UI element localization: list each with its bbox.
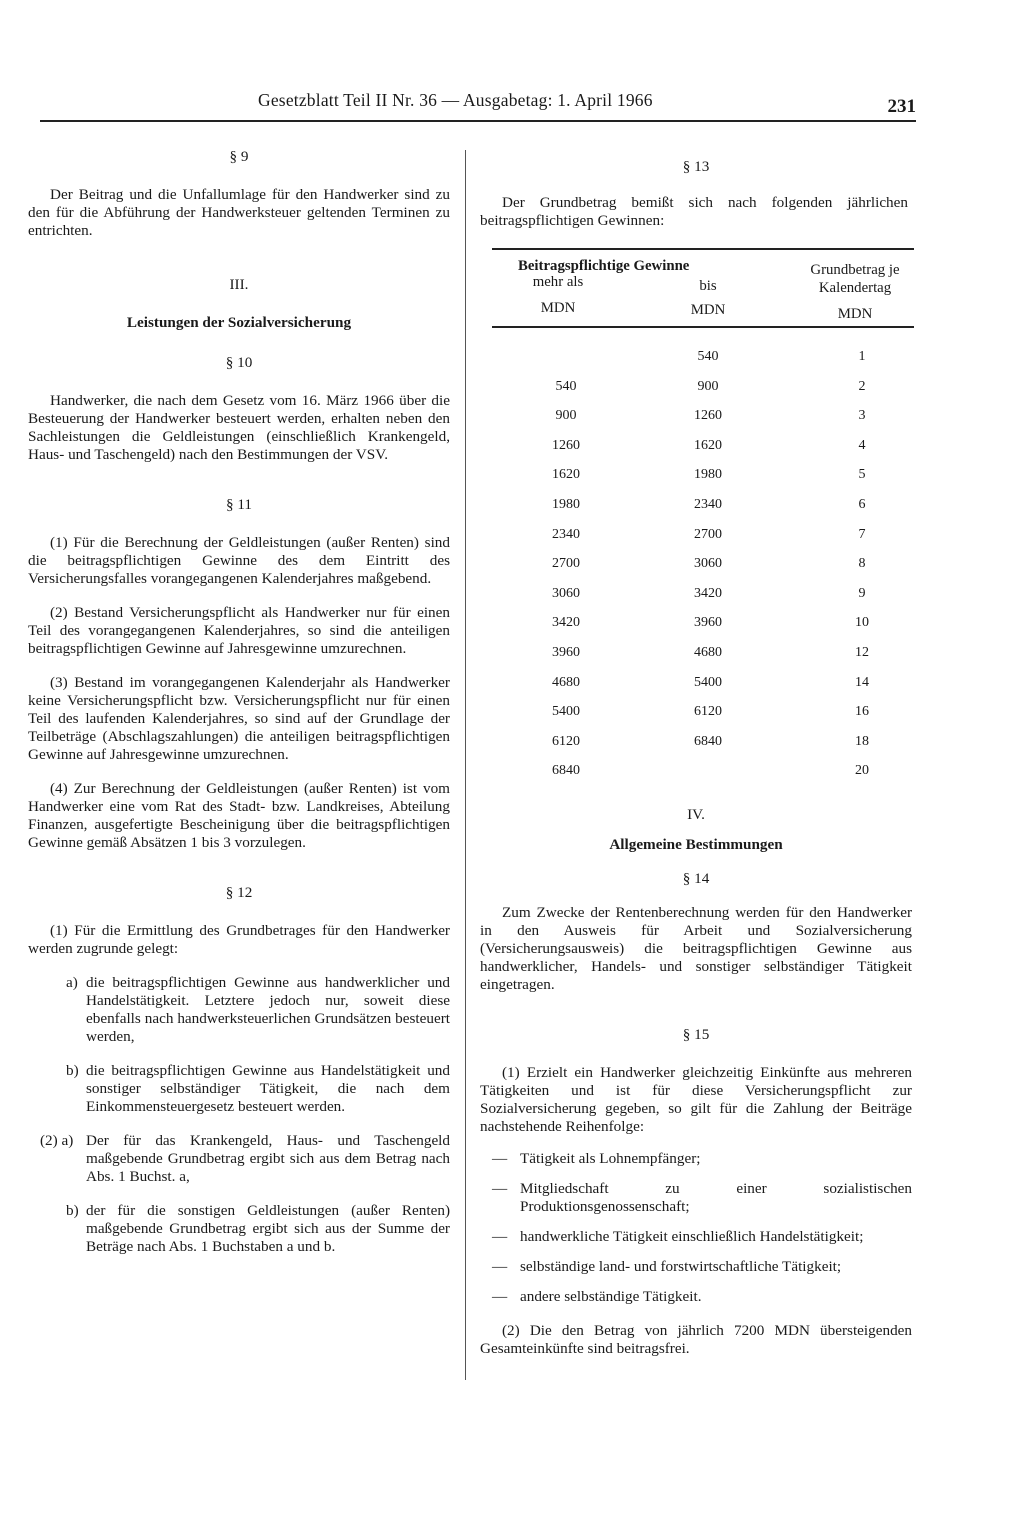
table-cell-from: 1620	[552, 467, 580, 483]
table-cell-from: 6840	[552, 763, 580, 779]
section-13-title: § 13	[682, 158, 710, 175]
table-cell-from: 4680	[552, 674, 580, 690]
section-15-paragraph-2: (2) Die den Betrag von jährlich 7200 MDN übersteigenden Gesamteinkünfte sind beitragsfrei.	[480, 1321, 912, 1357]
section-13-text: Der Grundbetrag bemißt sich nach folgenden jährlichen beitragspflichtigen Gewinnen:	[480, 194, 908, 229]
section-9-text: Der Beitrag und die Unfallumlage für den Handwerker sind zu den für die Abführung der Handwerksteuer geltenden Terminen zu entrichten.	[28, 186, 450, 239]
table-cell-to: 6840	[694, 733, 722, 749]
table-col3-label-1: Grundbetrag je	[810, 262, 900, 278]
table-cell-amount: 18	[855, 733, 869, 749]
table-cell-amount: 5	[858, 467, 866, 483]
table-cell-from: 6120	[552, 733, 580, 749]
section-11-title: § 11	[225, 496, 252, 513]
table-cell-amount: 3	[858, 408, 866, 424]
section-12-title: § 12	[225, 884, 253, 901]
table-cell-to: 540	[697, 349, 719, 364]
table-cell-to: 1620	[694, 437, 722, 453]
part-3-title: III.	[229, 276, 249, 293]
table-cell-from: 2700	[552, 556, 580, 572]
table-col2-unit: MDN	[690, 302, 726, 318]
table-cell-amount: 4	[858, 437, 866, 453]
table-row	[492, 378, 914, 408]
list-item-text: andere selbständige Tätigkeit.	[520, 1287, 702, 1305]
table-row	[492, 348, 914, 378]
table-cell-amount: 20	[855, 763, 869, 779]
column-divider	[465, 150, 466, 1380]
table-col3-unit: MDN	[837, 306, 873, 322]
table-cell-to: 2340	[694, 496, 722, 512]
list-item	[492, 1258, 912, 1276]
list-item	[492, 1180, 912, 1216]
section-11-paragraph-2: (2) Bestand Versicherungspflicht als Handwerker nur für einen Teil des vorangegangenen Kalenderjahres, so sind die anteiligen beitragspflichtigen Gewinne auf Jahresgewinne umzurechnen.	[28, 604, 450, 657]
section-15-list	[480, 1150, 912, 1306]
table-cell-to: 4680	[694, 644, 722, 660]
table-cell-to: 6120	[694, 704, 722, 720]
item-text: die beitragspflichtigen Gewinne aus handwerklicher und Handelstätigkeit. Letztere jedoch nur, soweit diese ebenfalls nach handwerksteuerlichen Grundsätzen besteuert werden,	[86, 974, 450, 1045]
table-row	[492, 703, 914, 733]
table-cell-from: 900	[555, 408, 577, 424]
table-cell-from: 2340	[552, 526, 580, 542]
table-row	[492, 614, 914, 644]
list-item	[492, 1228, 912, 1246]
table-col2-label: bis	[699, 278, 717, 294]
section-12-paragraph-1: (1) Für die Ermittlung des Grundbetrages für den Handwerker werden zugrunde gelegt:	[28, 922, 450, 957]
dash-marker: —	[492, 1257, 508, 1275]
section-14-text: Zum Zwecke der Rentenberechnung werden für den Handwerker in den Ausweis für Arbeit und Sozialversicherung (Versicherungsausweis) die beitragspflichtigen Gewinne aus handwerklicher, Handels- und sonstiger selbständiger Tätigkeit eingetragen.	[480, 903, 912, 993]
right-column	[480, 144, 912, 1358]
table-cell-to: 5400	[694, 674, 722, 690]
table-cell-from: 3420	[552, 615, 580, 631]
table-cell-amount: 1	[858, 349, 866, 364]
part-4-heading: Allgemeine Bestimmungen	[609, 835, 783, 853]
table-cell-from: 1260	[552, 437, 580, 453]
section-9-title: § 9	[229, 148, 249, 165]
table-col1-unit: MDN	[540, 300, 576, 316]
table-cell-to: 3420	[694, 585, 722, 601]
section-15-title: § 15	[682, 1025, 710, 1043]
table-row	[492, 407, 914, 437]
part-3-heading: Leistungen der Sozialversicherung	[126, 314, 352, 331]
left-column	[28, 144, 450, 1256]
list-item-text: Tätigkeit als Lohnempfänger;	[520, 1149, 701, 1167]
table-row	[492, 526, 914, 556]
table-row	[492, 496, 914, 526]
table-cell-to: 900	[697, 378, 719, 394]
table-col3-label-2: Kalendertag	[818, 280, 892, 296]
dash-marker: —	[492, 1287, 508, 1305]
table-cell-amount: 8	[858, 556, 866, 572]
table-cell-from: 540	[555, 378, 577, 394]
section-11-paragraph-1: (1) Für die Berechnung der Geldleistungen (außer Renten) sind die beitragspflichtigen Gewinne des dem Eintritt des Versicherungsfalles vorangegangenen Kalenderjahres maßgebend.	[28, 534, 450, 587]
item-label: (2) a)	[40, 1132, 74, 1149]
table-cell-amount: 12	[855, 644, 869, 660]
section-12-paragraph-2a	[28, 1132, 450, 1186]
table-row	[492, 674, 914, 704]
table-row	[492, 437, 914, 467]
dash-marker: —	[492, 1227, 508, 1245]
table-cell-to: 2700	[694, 526, 722, 542]
section-11-paragraph-3: (3) Bestand im vorangegangenen Kalenderjahr als Handwerker keine Versicherungspflicht bzw. Versicherungspflicht nur für einen Teil des laufenden Kalenderjahres, so sind auf der Grundlage der Teilbeträge (Abschlagszahlungen) die anteiligen beitragspflichtigen Gewinne auf Jahresgewinne umzurechnen.	[28, 674, 450, 763]
page-number: 231	[887, 96, 916, 117]
item-label: a)	[66, 974, 78, 991]
table-cell-to: 1980	[694, 467, 722, 483]
table-row	[492, 585, 914, 615]
table-cell-amount: 10	[855, 615, 869, 631]
table-cell-from: 3060	[552, 585, 580, 601]
table-cell-amount: 2	[858, 378, 866, 394]
section-15-paragraph-1: (1) Erzielt ein Handwerker gleichzeitig Einkünfte aus mehreren Tätigkeiten und ist für diese Versicherungspflicht zur Sozialversicherung gegeben, so gilt für die Zahlung der Beiträge nachstehende Reihenfolge:	[480, 1063, 912, 1135]
table-cell-amount: 7	[858, 526, 866, 542]
table-header	[492, 250, 914, 322]
page-header	[40, 86, 916, 122]
list-item	[492, 1288, 912, 1306]
table-row	[492, 733, 914, 763]
section-11-paragraph-4: (4) Zur Berechnung der Geldleistungen (außer Renten) ist vom Handwerker eine vom Rat des Stadt- bzw. Landkreises, Abteilung Finanzen, ausgefertigte Bescheinigung über die beitragspflichtigen Gewinne gemäß Absätzen 1 bis 3 vorzulegen.	[28, 780, 450, 851]
dash-marker: —	[492, 1149, 508, 1167]
item-label: b)	[66, 1062, 79, 1079]
section-14-title: § 14	[682, 869, 710, 887]
table-cell-to: 3960	[694, 615, 722, 631]
item-text: die beitragspflichtigen Gewinne aus Handelstätigkeit und sonstiger selbständiger Tätigkeit, die nach dem Einkommensteuergesetz besteuert werden.	[86, 1062, 450, 1115]
section-12-item-b	[28, 1062, 450, 1116]
table-row	[492, 555, 914, 585]
list-item-text: handwerkliche Tätigkeit einschließlich Handelstätigkeit;	[520, 1227, 864, 1245]
table-head-group: Beitragspflichtige Gewinne	[518, 258, 690, 274]
list-item	[492, 1150, 912, 1168]
table-cell-to: 3060	[694, 556, 722, 572]
table-cell-from: 5400	[552, 704, 580, 720]
item-text: Der für das Krankengeld, Haus- und Taschengeld maßgebende Grundbetrag ergibt sich aus dem Betrag nach Abs. 1 Buchst. a,	[86, 1132, 450, 1185]
table-row	[492, 762, 914, 792]
dash-marker: —	[492, 1179, 508, 1197]
table-col1-label: mehr als	[532, 274, 584, 290]
item-text: der für die sonstigen Geldleistungen (außer Renten) maßgebende Grundbetrag ergibt sich aus der Summe der Beträge nach Abs. 1 Buchstaben a und b.	[86, 1202, 450, 1255]
table-cell-amount: 14	[855, 674, 869, 690]
table-cell-from: 3960	[552, 644, 580, 660]
section-12-item-a	[28, 974, 450, 1046]
part-4-title: IV.	[687, 805, 705, 823]
table-cell-to: 1260	[694, 408, 722, 424]
table-row	[492, 644, 914, 674]
section-12-paragraph-2b	[28, 1202, 450, 1256]
table-cell-amount: 16	[855, 704, 869, 720]
table-cell-amount: 6	[858, 496, 866, 512]
table-body	[492, 328, 914, 792]
section-10-text: Handwerker, die nach dem Gesetz vom 16. März 1966 über die Besteuerung der Handwerker besteuert werden, erhalten neben den Sachleistungen die Geldleistungen (einschließlich Krankengeld, Haus- und Taschengeld) nach den Bestimmungen der VSV.	[28, 392, 450, 463]
contribution-table	[492, 248, 914, 792]
table-row	[492, 466, 914, 496]
section-10-title: § 10	[225, 354, 253, 371]
list-item-text: Mitgliedschaft zu einer sozialistischen Produktionsgenossenschaft;	[520, 1179, 912, 1215]
table-cell-amount: 9	[858, 585, 866, 601]
list-item-text: selbständige land- und forstwirtschaftliche Tätigkeit;	[520, 1257, 842, 1275]
item-label: b)	[66, 1202, 79, 1219]
header-title: Gesetzblatt Teil II Nr. 36 — Ausgabetag: 1. April 1966	[258, 90, 653, 110]
table-cell-from: 1980	[552, 496, 580, 512]
